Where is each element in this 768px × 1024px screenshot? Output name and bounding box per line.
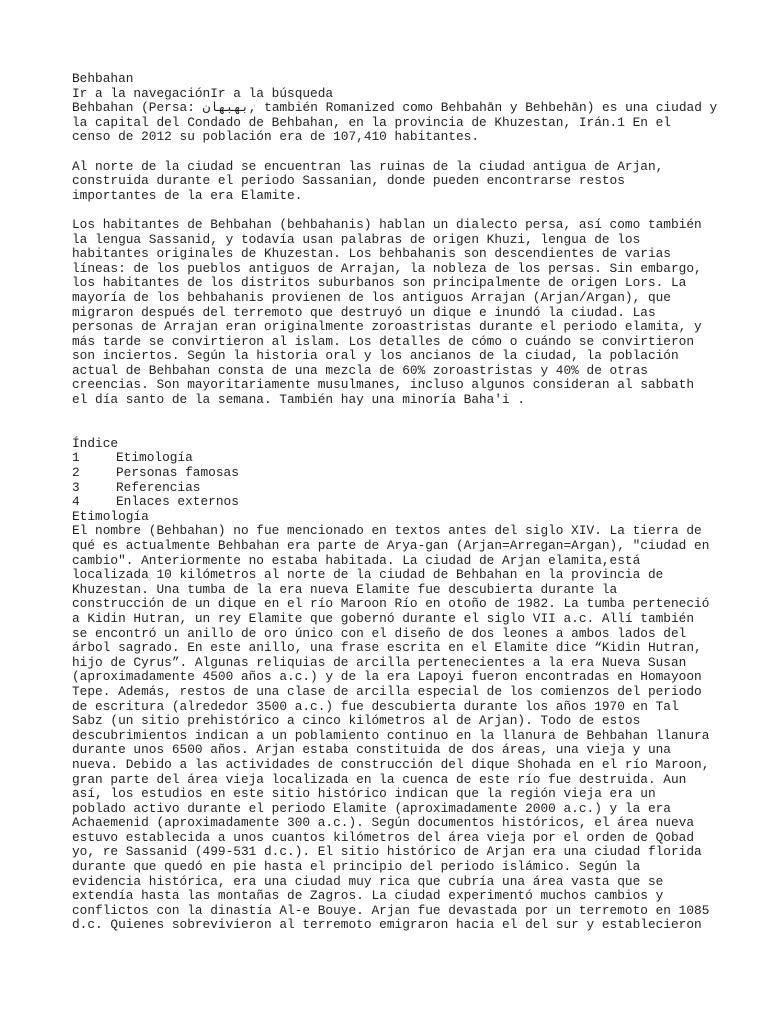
toc-item-label[interactable]: Personas famosas [116, 465, 239, 481]
text-line: líneas: de los pueblos antiguos de Arrajan, la nobleza de los persas. Sin embargo, [72, 260, 702, 276]
text-line: el día santo de la semana. También hay una minoría Baha'i . [72, 392, 526, 408]
text-line: hijo de Cyrus”. Algunas reliquias de arcilla pertenecientes a la era Nueva Susan [72, 654, 687, 670]
text-line: Al norte de la ciudad se encuentran las ruinas de la ciudad antigua de Arjan, [72, 158, 664, 174]
text-line: gran parte del área vieja localizada en la cuenca de este río fue destruida. Aun [72, 771, 687, 787]
text-line: la capital del Condado de Behbahan, en la provincia de Khuzestan, Irán.1 En el [72, 114, 671, 130]
text-line: construida durante el periodo Sassanian, donde pueden encontrarse restos [72, 173, 625, 189]
text-line: qué es actualmente Behbahan era parte de Arya-gan (Arjan=Arregan=Argan), "ciudad en [72, 538, 710, 553]
table-of-contents [72, 437, 696, 510]
toc-item-label[interactable]: Referencias [116, 479, 201, 495]
toc-item[interactable] [72, 451, 696, 466]
text-line: se encontró un anillo de oro único con el diseño de dos leones a ambos lados del [72, 625, 687, 641]
text-line: personas de Arrajan eran originalmente zoroastristas durante el periodo elamita, y [72, 319, 702, 335]
text-line: El nombre (Behbahan) no fue mencionado en textos antes del siglo XIV. La tierra de [72, 523, 702, 539]
text-line: Behbahan (Persa: بهبهان, también Romanized como Behbahān y Behbehān) es una ciudad y [72, 100, 718, 116]
text-line: son inciertos. Según la historia oral y los ancianos de la ciudad, la población [72, 348, 679, 364]
toc-item-number: 4 [72, 494, 80, 510]
text-line: cambio". Anteriormente no estaba habitada. La ciudad de Arjan elamita,está [72, 552, 641, 568]
text-line: la lengua Sassanid, y todavía usan palabras de origen Khuzi, lengua de los [72, 231, 641, 247]
text-line: árbol sagrado. En este anillo, una frase escrita en el Elamite dice “Kidin Hutran, [72, 640, 702, 656]
text-line: estuvo establecida a unos cuantos kilómetros del área vieja por el orden de Qobad [72, 829, 695, 845]
text-line: mayoría de los behbahanis provienen de los antiguos Arrajan (Arjan/Argan), que [72, 289, 671, 305]
text-line: Sabz (un sitio prehistórico a cinco kilómetros al de Arjan). Todo de estos [72, 713, 641, 729]
text-line: durante que quedó en pie hasta el principio del periodo islámico. Según la [72, 859, 641, 875]
text-line: así, los estudios en este sitio histórico indican que la región vieja era un [72, 786, 656, 802]
arjan-paragraph [72, 160, 696, 204]
text-line: extendía hasta las montañas de Zagros. La ciudad experimentó muchos cambios y [72, 888, 664, 904]
toc-item[interactable] [72, 495, 696, 510]
text-line: conflictos con la dinastía Al-e Bouye. Arjan fue devastada por un terremoto en 1085 [72, 902, 710, 918]
text-line: poblado activo durante el periodo Elamite (aproximadamente 2000 a.c.) y la era [72, 800, 671, 816]
text-line: Tepe. Además, restos de una clase de arcilla especial de los comienzos del periodo [72, 683, 702, 699]
text-line: creencias. Son mayoritariamente musulmanes, incluso algunos consideran al sabbath [72, 377, 695, 393]
text-line: Los habitantes de Behbahan (behbahanis) hablan un dialecto persa, así como también [72, 216, 702, 232]
text-line: Achaemenid (aproximadamente 300 a.c.). Según documentos históricos, el área nueva [72, 815, 695, 831]
text-line: censo de 2012 su población era de 107,410 habitantes. [72, 129, 480, 145]
document-page [72, 71, 718, 933]
toc-title: Índice [72, 435, 119, 451]
etimologia-paragraph [72, 523, 710, 933]
text-line: (aproximadamente 4500 años a.c.) y de la era Lapoyi fueron encontradas en Homayoon [72, 669, 702, 685]
text-line: importantes de la era Elamite. [72, 187, 303, 203]
text-line: migraron después del terremoto que destruyó un dique e inundó la ciudad. Las [72, 304, 656, 320]
text-line: actual de Behbahan consta de una mezcla de 60% zoroastristas y 40% de otras [72, 362, 648, 378]
text-line: construcción de un dique en el río Maroon Río en otoño de 1982. La tumba perteneció [72, 596, 710, 612]
text-line: d.c. Quienes sobrevivieron al terremoto emigraron hacia el del sur y establecieron [72, 917, 702, 933]
text-line: de escritura (alrededor 3500 a.c.) fue descubierta durante los años 1970 en Tal [72, 698, 679, 714]
text-line: evidencia histórica, era una ciudad muy rica que cubría una área vasta que se [72, 873, 664, 889]
text-line: nueva. Debido a las actividades de construcción del dique Shohada en el río Maroon, [72, 756, 710, 772]
toc-item-number: 2 [72, 465, 80, 481]
text-line: localizada 10 kilómetros al norte de la ciudad de Behbahan en la provincia de [72, 567, 664, 583]
text-line: yo, re Sassanid (499-531 d.c.). El sitio histórico de Arjan era una ciudad florida [72, 844, 702, 860]
navigation-links[interactable]: Ir a la navegaciónIr a la búsqueda [72, 85, 334, 101]
toc-item-number: 1 [72, 450, 80, 466]
text-line: los habitantes de los distritos suburbanos son principalmente de origen Lors. La [72, 275, 687, 291]
section-heading-etimologia: Etimología [72, 508, 149, 524]
text-line: más tarde se convirtieron al islam. Los detalles de cómo o cuándo se convirtieron [72, 333, 695, 349]
toc-item-label[interactable]: Etimología [116, 450, 193, 466]
page-title: Behbahan [72, 71, 134, 86]
toc-item[interactable] [72, 481, 696, 496]
text-line: descubrimientos indican a un poblamiento continuo en la llanura de Behbahan llanura [72, 727, 710, 743]
toc-item-label[interactable]: Enlaces externos [116, 494, 239, 510]
text-line: durante unos 6500 años. Arjan estaba constituida de dos áreas, una vieja y una [72, 742, 671, 758]
toc-item[interactable] [72, 466, 696, 481]
text-line: Khuzestan. Una tumba de la era nueva Elamite fue descubierta durante la [72, 581, 618, 597]
text-line: habitantes originales de Khuzestan. Los behbahanis son descendientes de varias [72, 246, 671, 262]
inhabitants-paragraph [72, 216, 702, 408]
toc-item-number: 3 [72, 479, 80, 495]
text-line: a Kidin Hutran, un rey Elamite que gobernó durante el siglo VII a.c. Allí también [72, 610, 695, 626]
intro-paragraph [72, 100, 718, 145]
